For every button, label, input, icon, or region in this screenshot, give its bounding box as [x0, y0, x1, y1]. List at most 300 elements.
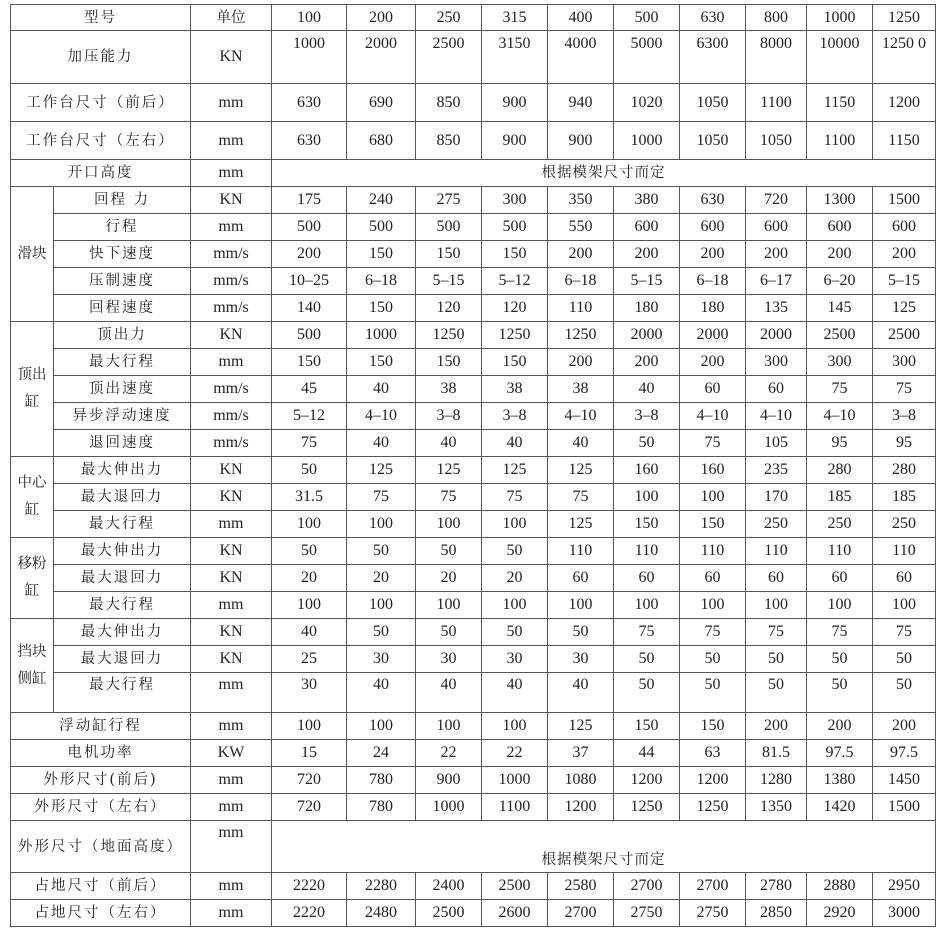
value-cell: 500: [272, 214, 347, 241]
value-cell: 4–10: [347, 403, 416, 430]
table-row: [11, 484, 936, 511]
unit-cell: KN: [191, 457, 272, 484]
value-cell: 50: [272, 457, 347, 484]
value-cell: 100: [873, 592, 936, 619]
value-cell: 60: [873, 565, 936, 592]
group-label: 中心缸: [11, 457, 54, 538]
value-cell: 4–10: [548, 403, 614, 430]
value-cell: 75: [416, 484, 482, 511]
value-cell: 600: [873, 214, 936, 241]
value-cell: 850: [416, 122, 482, 160]
value-cell: 125: [416, 457, 482, 484]
value-cell: 30: [347, 646, 416, 673]
value-cell: 50: [746, 646, 807, 673]
value-cell: 6–18: [347, 268, 416, 295]
value-cell: 125: [873, 295, 936, 322]
value-cell: 150: [482, 241, 548, 268]
value-cell: 350: [548, 187, 614, 214]
value-cell: 630: [272, 84, 347, 122]
value-cell: 2700: [680, 873, 746, 900]
table-row: [11, 241, 936, 268]
value-cell: 110: [680, 538, 746, 565]
value-cell: 200: [873, 713, 936, 740]
value-cell: 500: [347, 214, 416, 241]
value-cell: 200: [614, 241, 680, 268]
value-cell: 1150: [873, 122, 936, 160]
model-cell: 1000: [807, 5, 873, 31]
value-cell: 50: [548, 619, 614, 646]
value-cell: 680: [347, 122, 416, 160]
value-cell: 160: [680, 457, 746, 484]
value-cell: 150: [614, 511, 680, 538]
value-cell: 1350: [746, 794, 807, 821]
value-cell: 81.5: [746, 740, 807, 767]
value-cell: 240: [347, 187, 416, 214]
value-cell: 50: [746, 673, 807, 713]
value-cell: 150: [416, 349, 482, 376]
table-row: [11, 160, 936, 187]
value-cell: 5000: [614, 31, 680, 84]
value-cell: 200: [614, 349, 680, 376]
value-cell: 24: [347, 740, 416, 767]
value-cell: 2000: [746, 322, 807, 349]
value-cell: 3–8: [482, 403, 548, 430]
unit-cell: KN: [191, 31, 272, 84]
value-cell: 75: [873, 376, 936, 403]
unit-cell: KN: [191, 565, 272, 592]
unit-cell: mm/s: [191, 376, 272, 403]
value-cell: 150: [614, 713, 680, 740]
value-cell: 4–10: [807, 403, 873, 430]
value-cell: 2600: [482, 900, 548, 927]
value-cell: 30: [416, 646, 482, 673]
group-label: 挡块侧缸: [11, 619, 54, 713]
value-cell: 2000: [614, 322, 680, 349]
table-row: [11, 295, 936, 322]
value-cell: 2220: [272, 873, 347, 900]
row-label: 最大行程: [54, 592, 191, 619]
row-label: 退回速度: [54, 430, 191, 457]
value-cell: 50: [416, 619, 482, 646]
value-cell: 110: [807, 538, 873, 565]
value-cell: 20: [347, 565, 416, 592]
value-cell: 31.5: [272, 484, 347, 511]
value-cell: 200: [873, 241, 936, 268]
value-cell: 75: [347, 484, 416, 511]
unit-cell: KN: [191, 538, 272, 565]
unit-cell: KN: [191, 484, 272, 511]
value-cell: 6–18: [548, 268, 614, 295]
value-cell: 200: [746, 713, 807, 740]
value-cell: 145: [807, 295, 873, 322]
value-cell: 100: [347, 592, 416, 619]
value-cell: 75: [548, 484, 614, 511]
value-cell: 45: [272, 376, 347, 403]
value-cell: 280: [873, 457, 936, 484]
value-cell: 100: [680, 484, 746, 511]
value-cell: 50: [873, 673, 936, 713]
row-label: 最大伸出力: [54, 619, 191, 646]
value-cell: 1280: [746, 767, 807, 794]
value-cell: 100: [482, 511, 548, 538]
model-cell: 200: [347, 5, 416, 31]
value-cell: 1050: [746, 122, 807, 160]
value-cell: 100: [347, 713, 416, 740]
value-cell: 900: [548, 122, 614, 160]
unit-cell: mm: [191, 84, 272, 122]
value-cell: 50: [482, 619, 548, 646]
value-cell: 150: [416, 241, 482, 268]
value-cell: 630: [272, 122, 347, 160]
model-cell: 800: [746, 5, 807, 31]
value-cell: 940: [548, 84, 614, 122]
value-cell: 4–10: [680, 403, 746, 430]
unit-cell: mm: [191, 214, 272, 241]
value-cell: 20: [272, 565, 347, 592]
value-cell: 780: [347, 794, 416, 821]
unit-cell: mm/s: [191, 403, 272, 430]
value-cell: 180: [680, 295, 746, 322]
header-model-label: 型号: [11, 5, 191, 31]
value-cell: 2500: [416, 900, 482, 927]
value-cell: 200: [680, 349, 746, 376]
value-cell: 5–15: [873, 268, 936, 295]
row-label: 顶出速度: [54, 376, 191, 403]
value-cell: 1500: [873, 794, 936, 821]
value-cell: 200: [807, 713, 873, 740]
table-row: [11, 84, 936, 122]
value-cell: 150: [680, 713, 746, 740]
table-row: [11, 767, 936, 794]
value-cell: 180: [614, 295, 680, 322]
value-cell: 125: [482, 457, 548, 484]
row-label: 占地尺寸（左右）: [11, 900, 191, 927]
row-label: 最大伸出力: [54, 457, 191, 484]
value-cell: 1300: [807, 187, 873, 214]
value-cell: 140: [272, 295, 347, 322]
value-cell: 60: [548, 565, 614, 592]
value-cell: 40: [347, 376, 416, 403]
value-cell: 300: [482, 187, 548, 214]
unit-cell: mm: [191, 713, 272, 740]
value-cell: 110: [614, 538, 680, 565]
value-cell: 100: [614, 592, 680, 619]
value-cell: 125: [548, 511, 614, 538]
value-cell: 185: [807, 484, 873, 511]
value-cell: 50: [614, 430, 680, 457]
value-cell: 500: [482, 214, 548, 241]
unit-cell: mm/s: [191, 268, 272, 295]
value-cell: 150: [680, 511, 746, 538]
value-cell: 95: [873, 430, 936, 457]
value-cell: 1100: [746, 84, 807, 122]
value-cell: 60: [680, 376, 746, 403]
row-label: 外形尺寸（左右）: [11, 794, 191, 821]
value-cell: 1100: [807, 122, 873, 160]
value-cell: 2500: [416, 31, 482, 84]
unit-cell: mm: [191, 673, 272, 713]
row-label: 顶出力: [54, 322, 191, 349]
value-cell: 3–8: [873, 403, 936, 430]
value-cell: 30: [482, 646, 548, 673]
value-cell: 100: [416, 511, 482, 538]
unit-cell: mm: [191, 160, 272, 187]
value-cell: 300: [746, 349, 807, 376]
value-cell: 2920: [807, 900, 873, 927]
value-cell: 1420: [807, 794, 873, 821]
value-cell: 275: [416, 187, 482, 214]
value-cell: 850: [416, 84, 482, 122]
value-cell: 150: [347, 241, 416, 268]
row-label: 开口高度: [11, 160, 191, 187]
table-row: [11, 349, 936, 376]
unit-cell: KN: [191, 322, 272, 349]
value-cell: 100: [482, 592, 548, 619]
value-cell: 2750: [614, 900, 680, 927]
value-cell: 550: [548, 214, 614, 241]
value-cell: 6300: [680, 31, 746, 84]
value-cell: 6–17: [746, 268, 807, 295]
value-cell: 10–25: [272, 268, 347, 295]
value-cell: 600: [680, 214, 746, 241]
model-cell: 630: [680, 5, 746, 31]
value-cell: 150: [347, 349, 416, 376]
value-cell: 6–20: [807, 268, 873, 295]
table-row: [11, 268, 936, 295]
value-cell: 50: [873, 646, 936, 673]
value-cell: 900: [482, 122, 548, 160]
value-cell: 380: [614, 187, 680, 214]
value-cell: 110: [548, 295, 614, 322]
value-cell: 75: [482, 484, 548, 511]
value-cell: 105: [746, 430, 807, 457]
row-label: 最大退回力: [54, 646, 191, 673]
table-row: [11, 322, 936, 349]
model-cell: 500: [614, 5, 680, 31]
value-cell: 125: [347, 457, 416, 484]
value-cell: 4–10: [746, 403, 807, 430]
table-row: [11, 713, 936, 740]
value-cell: 95: [807, 430, 873, 457]
row-label: 工作台尺寸（前后）: [11, 84, 191, 122]
value-cell: 100: [548, 592, 614, 619]
value-cell: 60: [746, 376, 807, 403]
table-row: [11, 592, 936, 619]
table-row: [11, 565, 936, 592]
value-cell: 150: [482, 349, 548, 376]
value-cell: 125: [548, 713, 614, 740]
value-cell: 1200: [873, 84, 936, 122]
row-label: 最大退回力: [54, 565, 191, 592]
value-cell: 200: [680, 241, 746, 268]
unit-cell: mm: [191, 122, 272, 160]
model-cell: 250: [416, 5, 482, 31]
value-cell: 1200: [614, 767, 680, 794]
value-cell: 250: [807, 511, 873, 538]
value-cell: 1150: [807, 84, 873, 122]
value-cell: 1000: [614, 122, 680, 160]
value-cell: 1200: [548, 794, 614, 821]
row-label: 工作台尺寸（左右）: [11, 122, 191, 160]
value-cell: 20: [416, 565, 482, 592]
value-cell: 1250: [482, 322, 548, 349]
value-cell: 30: [272, 673, 347, 713]
table-row: [11, 457, 936, 484]
value-cell: 185: [873, 484, 936, 511]
merged-note-cell: 根据模架尺寸而定: [272, 160, 936, 187]
value-cell: 200: [548, 241, 614, 268]
model-cell: 315: [482, 5, 548, 31]
value-cell: 160: [614, 457, 680, 484]
value-cell: 250: [746, 511, 807, 538]
value-cell: 50: [347, 619, 416, 646]
value-cell: 3–8: [614, 403, 680, 430]
value-cell: 2480: [347, 900, 416, 927]
value-cell: 4000: [548, 31, 614, 84]
value-cell: 50: [347, 538, 416, 565]
value-cell: 75: [873, 619, 936, 646]
unit-cell: mm: [191, 592, 272, 619]
value-cell: 150: [347, 295, 416, 322]
value-cell: 2850: [746, 900, 807, 927]
value-cell: 40: [272, 619, 347, 646]
row-label: 加压能力: [11, 31, 191, 84]
row-label: 回程 力: [54, 187, 191, 214]
row-label: 最大伸出力: [54, 538, 191, 565]
value-cell: 100: [272, 713, 347, 740]
value-cell: 22: [482, 740, 548, 767]
value-cell: 1050: [680, 122, 746, 160]
value-cell: 200: [807, 241, 873, 268]
value-cell: 100: [614, 484, 680, 511]
value-cell: 1000: [347, 322, 416, 349]
value-cell: 38: [416, 376, 482, 403]
value-cell: 1000: [416, 794, 482, 821]
table-row: [11, 821, 936, 873]
value-cell: 1050: [680, 84, 746, 122]
value-cell: 40: [482, 430, 548, 457]
value-cell: 120: [482, 295, 548, 322]
value-cell: 1250: [680, 794, 746, 821]
value-cell: 1450: [873, 767, 936, 794]
value-cell: 110: [548, 538, 614, 565]
unit-cell: KW: [191, 740, 272, 767]
unit-cell: mm: [191, 349, 272, 376]
row-label: 浮动缸行程: [11, 713, 191, 740]
value-cell: 2000: [347, 31, 416, 84]
header-unit-label: 单位: [191, 5, 272, 31]
value-cell: 100: [416, 713, 482, 740]
value-cell: 1000: [272, 31, 347, 84]
value-cell: 38: [482, 376, 548, 403]
value-cell: 97.5: [807, 740, 873, 767]
value-cell: 40: [548, 430, 614, 457]
row-label: 行程: [54, 214, 191, 241]
table-row: [11, 187, 936, 214]
value-cell: 100: [746, 592, 807, 619]
value-cell: 100: [272, 592, 347, 619]
value-cell: 100: [416, 592, 482, 619]
value-cell: 200: [746, 241, 807, 268]
value-cell: 40: [416, 430, 482, 457]
value-cell: 30: [548, 646, 614, 673]
row-label: 外形尺寸(前后): [11, 767, 191, 794]
value-cell: 25: [272, 646, 347, 673]
table-row: [11, 873, 936, 900]
value-cell: 60: [614, 565, 680, 592]
value-cell: 63: [680, 740, 746, 767]
value-cell: 75: [746, 619, 807, 646]
table-row: [11, 31, 936, 84]
group-label: 滑块: [11, 187, 54, 322]
value-cell: 280: [807, 457, 873, 484]
value-cell: 37: [548, 740, 614, 767]
value-cell: 50: [807, 646, 873, 673]
value-cell: 5–15: [614, 268, 680, 295]
table-row: [11, 511, 936, 538]
value-cell: 5–12: [272, 403, 347, 430]
value-cell: 235: [746, 457, 807, 484]
value-cell: 720: [746, 187, 807, 214]
value-cell: 100: [680, 592, 746, 619]
value-cell: 50: [807, 673, 873, 713]
row-label: 最大行程: [54, 349, 191, 376]
row-label: 回程速度: [54, 295, 191, 322]
value-cell: 100: [482, 713, 548, 740]
value-cell: 1100: [482, 794, 548, 821]
value-cell: 44: [614, 740, 680, 767]
value-cell: 630: [680, 187, 746, 214]
table-row: [11, 430, 936, 457]
value-cell: 780: [347, 767, 416, 794]
unit-cell: mm: [191, 900, 272, 927]
value-cell: 2750: [680, 900, 746, 927]
value-cell: 15: [272, 740, 347, 767]
value-cell: 60: [746, 565, 807, 592]
value-cell: 720: [272, 794, 347, 821]
table-row: [11, 900, 936, 927]
value-cell: 250: [873, 511, 936, 538]
value-cell: 175: [272, 187, 347, 214]
value-cell: 1250 0: [873, 31, 936, 84]
table-row: [11, 5, 936, 31]
value-cell: 2880: [807, 873, 873, 900]
press-spec-table: [10, 4, 936, 927]
value-cell: 200: [272, 241, 347, 268]
value-cell: 720: [272, 767, 347, 794]
value-cell: 110: [746, 538, 807, 565]
value-cell: 3150: [482, 31, 548, 84]
value-cell: 2500: [482, 873, 548, 900]
value-cell: 5–15: [416, 268, 482, 295]
value-cell: 2280: [347, 873, 416, 900]
table-row: [11, 619, 936, 646]
value-cell: 38: [548, 376, 614, 403]
value-cell: 2400: [416, 873, 482, 900]
value-cell: 2220: [272, 900, 347, 927]
unit-cell: mm/s: [191, 241, 272, 268]
value-cell: 2950: [873, 873, 936, 900]
value-cell: 2500: [873, 322, 936, 349]
unit-cell: KN: [191, 619, 272, 646]
value-cell: 10000: [807, 31, 873, 84]
row-label: 占地尺寸（前后）: [11, 873, 191, 900]
value-cell: 120: [416, 295, 482, 322]
value-cell: 50: [272, 538, 347, 565]
value-cell: 40: [347, 673, 416, 713]
value-cell: 100: [807, 592, 873, 619]
value-cell: 135: [746, 295, 807, 322]
